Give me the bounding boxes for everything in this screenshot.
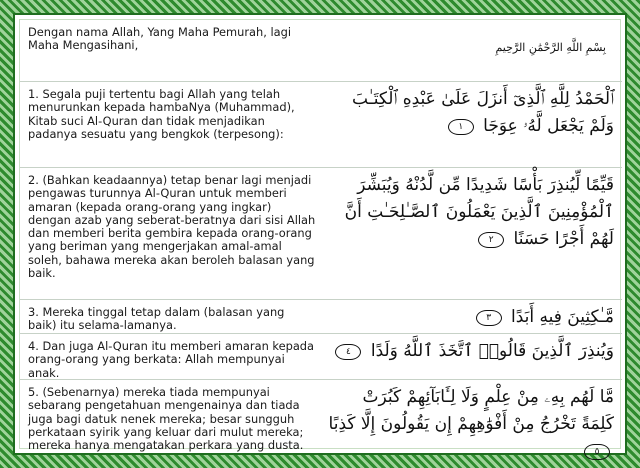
verse-1-translation: 1. Segala puji tertentu bagi Allah yang telah menurunkan kepada hambaNya (Muhammad), Kitab suci Al-Quran dan tidak menjadikan padanya sesuatu yang bengkok (terpesong): [28,87,295,141]
verse-row-3 [20,300,622,334]
ayah-marker-2: ٢ [478,232,504,248]
bismillah-arabic: بِسْمِ اللَّهِ الرَّحْمَٰنِ الرَّحِيمِ [495,41,606,54]
verse-row-1 [20,82,622,168]
ayah-marker-4: ٤ [335,344,361,360]
quran-page [19,19,621,457]
verse-row-5 [20,380,622,457]
verse-4-arabic: وَيُنذِرَ ٱلَّذِينَ قَالُوا۟ ٱتَّخَذَ ٱللَّهُ وَلَدًا [370,341,614,361]
header-row [20,20,622,82]
ayah-marker-3: ٣ [476,310,502,326]
verse-1-arabic: ٱلْحَمْدُ لِلَّهِ ٱلَّذِىٓ أَنزَلَ عَلَىٰ عَبْدِهِ ٱلْكِتَـٰبَ وَلَمْ يَجْعَل لَّهُۥ عِوَجَا [352,89,614,136]
verse-2-arabic: قَيِّمًا لِّيُنذِرَ بَأْسًا شَدِيدًا مِّن لَّدُنْهُ وَيُبَشِّرَ ٱلْمُؤْمِنِينَ ٱلَّذِينَ يَعْمَلُونَ ٱلصَّـٰلِحَـٰتِ أَنَّ لَهُمْ أَجْرًا حَسَنًا [344,175,614,249]
verse-4-translation: 4. Dan juga Al-Quran itu memberi amaran kepada orang-orang yang berkata: Allah mempunyai anak. [28,339,315,380]
ayah-marker-1: ١ [448,119,474,135]
verse-row-2 [20,168,622,300]
verse-3-arabic: مَّـٰكِثِينَ فِيهِ أَبَدًا [511,307,614,327]
verse-5-arabic: مَّا لَهُم بِهِۦ مِنْ عِلْمٍ وَلَا لِـَٔابَآئِهِمْ كَبُرَتْ كَلِمَةً تَخْرُجُ مِنْ أَفْوَٰهِهِمْ إِن يَقُولُونَ إِلَّا كَذِبًا [328,387,614,434]
verse-row-4 [20,334,622,380]
ayah-marker-5: ٥ [584,444,610,460]
verse-2-translation: 2. (Bahkan keadaannya) tetap benar lagi menjadi pengawas turunnya Al-Quran untuk memberi amaran (kepada orang-orang yang ingkar) dengan azab yang seberat-beratnya dari sisi Allah dan memberi berita gembira kepada orang-orang yang beriman yang mengerjakan amal-amal soleh, bahawa mereka akan beroleh balasan yang baik. [28,173,316,281]
verse-3-translation: 3. Mereka tinggal tetap dalam (balasan yang baik) itu selama-lamanya. [28,305,285,333]
bismillah-translation: Dengan nama Allah, Yang Maha Pemurah, lagi Maha Mengasihani, [28,25,292,53]
verse-5-translation: 5. (Sebenarnya) mereka tiada mempunyai sebarang pengetahuan mengenainya dan tiada juga bagi datuk nenek mereka; besar sungguh perkataan syirik yang keluar dari mulut mereka; mereka hanya mengatakan perkara yang dusta. [28,385,304,453]
